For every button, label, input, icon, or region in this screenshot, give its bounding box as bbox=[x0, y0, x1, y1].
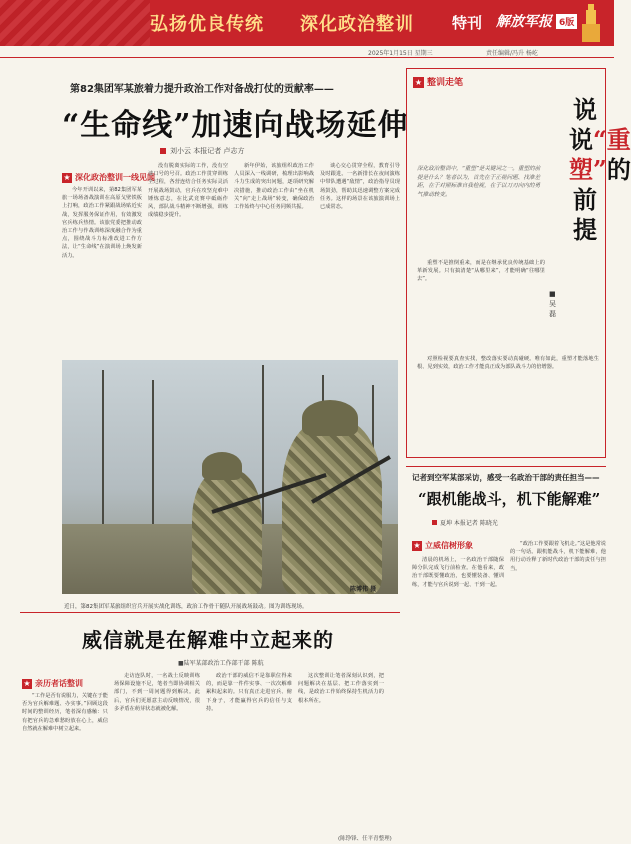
photo-credit: 陈博伟 摄 bbox=[350, 586, 377, 593]
star-icon: ★ bbox=[413, 541, 421, 550]
dateline-bar bbox=[0, 46, 614, 58]
feature-headline: “跟机能战斗，机下能解难” bbox=[418, 490, 601, 508]
commentary-title-highlight: “重塑” bbox=[569, 125, 631, 184]
page-number-badge: 6版 bbox=[556, 14, 577, 29]
second-byline: ■陆军某部政治工作部干部 陈航 bbox=[178, 660, 264, 667]
training-photo bbox=[62, 360, 398, 594]
newspaper-logo: 解放军报 bbox=[496, 14, 552, 30]
feature-kicker: 记者到空军某部采访，感受一名政治干部的责任担当—— bbox=[412, 473, 600, 482]
source-note: (陈铮锋、任平青整理) bbox=[338, 836, 392, 842]
second-column-1: “工作是否有说服力，关键在于能否为官兵解难题、办实事。”回顾这段时间的整训经历，笔者深有感触：只有把官兵的急难愁盼放在心上，威信自然就在解难中树立起来。 bbox=[22, 693, 108, 732]
feature-column-2: “政治工作要跟着飞机走。”这是他常说的一句话。跟机能战斗，机下能解难，他用行动诠释了新时代政治干部的责任与担当。 bbox=[510, 541, 606, 572]
masthead-banner bbox=[0, 0, 614, 46]
lead-byline: 刘小云 本报记者 卢志方 bbox=[160, 146, 244, 156]
feature-byline: 夏坤 本报记者 陈晓光 bbox=[432, 518, 498, 527]
photo-caption: 近日，第82集团军某旅组织官兵开展实战化训练，政治工作骨干随队开展战场鼓动。图为训练现场。 bbox=[64, 604, 308, 610]
star-icon: ★ bbox=[414, 78, 423, 87]
commentary-tag: ★ 整训走笔 bbox=[414, 78, 464, 88]
second-headline: 威信就是在解难中立起来的 bbox=[82, 628, 334, 652]
divider-rule bbox=[20, 612, 400, 613]
commentary-author: ■吴磊 bbox=[549, 290, 556, 318]
second-column-2: 走访连队时，一名战士反映训练场保障设施不足，笔者当即协调相关部门，不到一周问题得到解决。此后，官兵们更愿意主动反映情况，很多矛盾在萌芽状态就被化解。 bbox=[114, 673, 200, 712]
commentary-body-2: 对照检视要真查实找，整改落实要动真碰硬。唯有如此，重塑才能落地生根、见到实效，政治工作才能真正成为部队战斗力的倍增器。 bbox=[417, 356, 599, 371]
lead-kicker: 第82集团军某旅着力提升政治工作对备战打仗的贡献率—— bbox=[70, 84, 334, 95]
masthead-slogan-1: 弘扬优良传统 bbox=[150, 14, 264, 35]
feature-section-label: ★ 立威信树形象 bbox=[413, 541, 473, 550]
byline-marker-icon bbox=[432, 520, 437, 525]
second-section-label: ★ 亲历者话整训 bbox=[23, 679, 83, 688]
divider-rule bbox=[406, 466, 606, 467]
commentary-body-1: 重塑不是推倒重来，而是在继承优良传统基础上的革新发展。只有搞清楚“从哪里来”，才能明确“往哪里去”。 bbox=[417, 260, 545, 283]
second-column-4: 这次整训让笔者深刻认识到，把问题解决在基层、把工作落实到一线，是政治工作始终保持生机活力的根本所在。 bbox=[298, 673, 384, 704]
lead-column-4: 谈心交心贯穿全程，教育引导及时跟进。一名新排长在夜间演练中带队遭遇“敌情”，政治指导员现场鼓劲，帮助其迅速调整方案完成任务。这样的场景在该旅演训场上已成常态。 bbox=[320, 163, 400, 211]
feature-column-1: 清晨的机场上，一名政治干部随保障分队完成飞行前检查。在他看来，政治干部既要懂政治，也要懂装备、懂训练，才能与官兵说到一起、干到一起。 bbox=[412, 557, 504, 588]
star-icon: ★ bbox=[23, 679, 31, 688]
issue-date: 2025年1月15日 星期三 bbox=[368, 50, 433, 57]
lead-column-2: 没有脱离实际的工作，没有空谈口号的号召。政治工作贯穿训练全过程，各营连结合任务实际灵活开展战场鼓动，官兵在攻坚克难中锤炼意志，在比武竞赛中砥砺作风，部队战斗精神不断增强，训练成绩稳步提升。 bbox=[148, 163, 228, 219]
lead-section-label: ★ 深化政治整训一线见闻 bbox=[63, 173, 155, 182]
commentary-lead: 深化政治整训中，“重塑”是关键词之一。重塑的前提是什么？笔者以为，首先在于正视问题、找准差距，在于对照标准自我检视，在于以刀刃向内的勇气推动转变。 bbox=[417, 166, 541, 198]
star-icon: ★ bbox=[63, 173, 71, 182]
masthead-slogan-2: 深化政治整训 bbox=[300, 14, 414, 35]
lead-column-3: 新年伊始，该旅组织政治工作人员深入一线调研，梳理出影响战斗力生成的突出问题，逐项研究解决措施，推动政治工作由“坐在机关”向“走上战场”转变，确保政治工作始终与中心任务同频共振。 bbox=[234, 163, 314, 211]
second-column-3: 政治干部的威信不是靠职位得来的，而是靠一件件实事、一次次解难累积起来的。只有真正走进官兵、俯下身子，才能赢得官兵的信任与支持。 bbox=[206, 673, 292, 712]
commentary-title-suffix: 的前提 bbox=[573, 155, 631, 244]
masthead-special-label: 特刊 bbox=[452, 14, 483, 32]
lead-column-1: 今年开训以来，第82集团军某旅一场场备战演训在高原戈壁铁板上打响，政治工作紧跟战场贴近实战，发挥服务保证作用，有效激发官兵练兵热情。该旅党委把推动政治工作与作战训练深度融合作为重点，围绕战斗力标准改进工作方法，让“生命线”在演训场上焕发新活力。 bbox=[62, 187, 142, 259]
masthead-pattern bbox=[0, 0, 150, 46]
commentary-title bbox=[569, 95, 631, 245]
lead-headline: “生命线”加速向战场延伸 bbox=[62, 108, 409, 143]
commentary-title-prefix: 说说 bbox=[569, 95, 597, 154]
pagoda-icon bbox=[580, 4, 602, 42]
editor-credit: 责任编辑/冯升 杨屹 bbox=[486, 50, 538, 57]
commentary-box bbox=[406, 68, 631, 458]
byline-marker-icon bbox=[160, 148, 166, 154]
